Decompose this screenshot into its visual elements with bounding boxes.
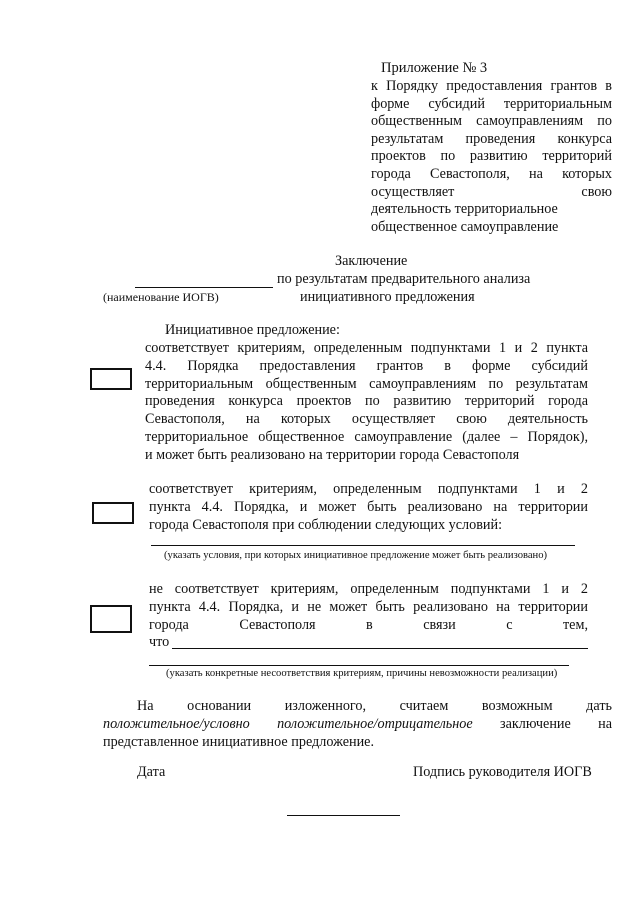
date-label: Дата [137,764,166,780]
conclusion-caption-row [103,289,475,306]
option1-checkbox[interactable] [90,368,132,390]
final-line-2-rest: заключение на [499,715,613,732]
option2-text [149,481,588,534]
option3-checkbox[interactable] [90,605,132,633]
appendix-line: проектов по развитию территорий [371,148,612,165]
option1-line: территориальным общественным самоуправлениям по результатам [145,375,588,392]
option1-line: территориальное общественное самоуправление (далее – Порядок), [145,428,588,445]
option3-caption: (указать конкретные несоответствия критериям, причины невозможности реализации) [166,668,558,679]
final-line-1: На основании изложенного, считаем возможным дать [137,698,612,714]
option3-line: не соответствует критериям, определенным подпунктами 1 и 2 [149,581,588,597]
appendix-line: города Севастополя, на которых [371,165,612,182]
conclusion-subtitle-2: инициативного предложения [300,289,475,305]
final-options-italic: положительное/условно положительное/отрицательное [103,715,473,732]
option1-line: соответствует критериям, определенным подпунктами 1 и 2 пункта [145,340,588,356]
appendix-title: Приложение № 3 [381,60,488,76]
option3-line: города Севастополя в связи с тем, [149,616,588,633]
conclusion-subtitle: по результатам предварительного анализа [277,271,531,287]
option1-line: Севастополя, на которых осуществляет свою деятельность [145,411,588,428]
signature-line[interactable] [287,815,400,816]
appendix-line: деятельность территориальное [371,201,558,218]
option1-line: и может быть реализовано на территории города Севастополя [145,446,520,463]
final-conclusion [103,698,612,751]
appendix-line: общественным самоуправлениям по [371,113,612,130]
option2-line: пункта 4.4. Порядка, и может быть реализовано на территории [149,498,588,515]
option3-line: что [149,634,170,651]
option2-conditions-blank[interactable] [151,545,575,546]
appendix-line: общественное самоуправление [371,218,559,235]
iogv-caption: (наименование ИОГВ) [103,290,219,304]
option3-reason-blank-1[interactable] [172,648,588,649]
option2-line: соответствует критериям, определенным подпунктами 1 и 2 [149,481,588,497]
signature-label: Подпись руководителя ИОГВ [413,764,592,780]
appendix-line: результатам проведения конкурса [371,130,612,147]
option2-caption: (указать условия, при которых инициативное предложение может быть реализовано) [164,550,548,561]
option3-line: пункта 4.4. Порядка, и не может быть реализовано на территории [149,598,588,615]
final-line-3: представленное инициативное предложение. [103,733,375,750]
appendix-line: форме субсидий территориальным [371,95,612,112]
option1-line: проведения конкурса проектов по развитию территорий города [145,393,588,410]
option3-text [149,581,588,652]
option2-checkbox[interactable] [92,502,134,524]
initiative-label: Инициативное предложение: [165,322,340,338]
final-line-2 [103,716,612,734]
conclusion-subtitle-row [135,271,530,288]
appendix-line: осуществляет свою [371,183,612,200]
option3-reason-blank-2[interactable] [149,665,569,666]
option1-text [145,340,588,465]
conclusion-title: Заключение [335,253,408,269]
appendix-body [371,78,612,236]
option2-line: города Севастополя при соблюдении следующих условий: [149,516,503,533]
iogv-name-blank[interactable] [135,273,273,288]
appendix-line: к Порядку предоставления грантов в [371,78,612,94]
option1-line: 4.4. Порядка предоставления грантов в форме субсидий [145,357,588,374]
